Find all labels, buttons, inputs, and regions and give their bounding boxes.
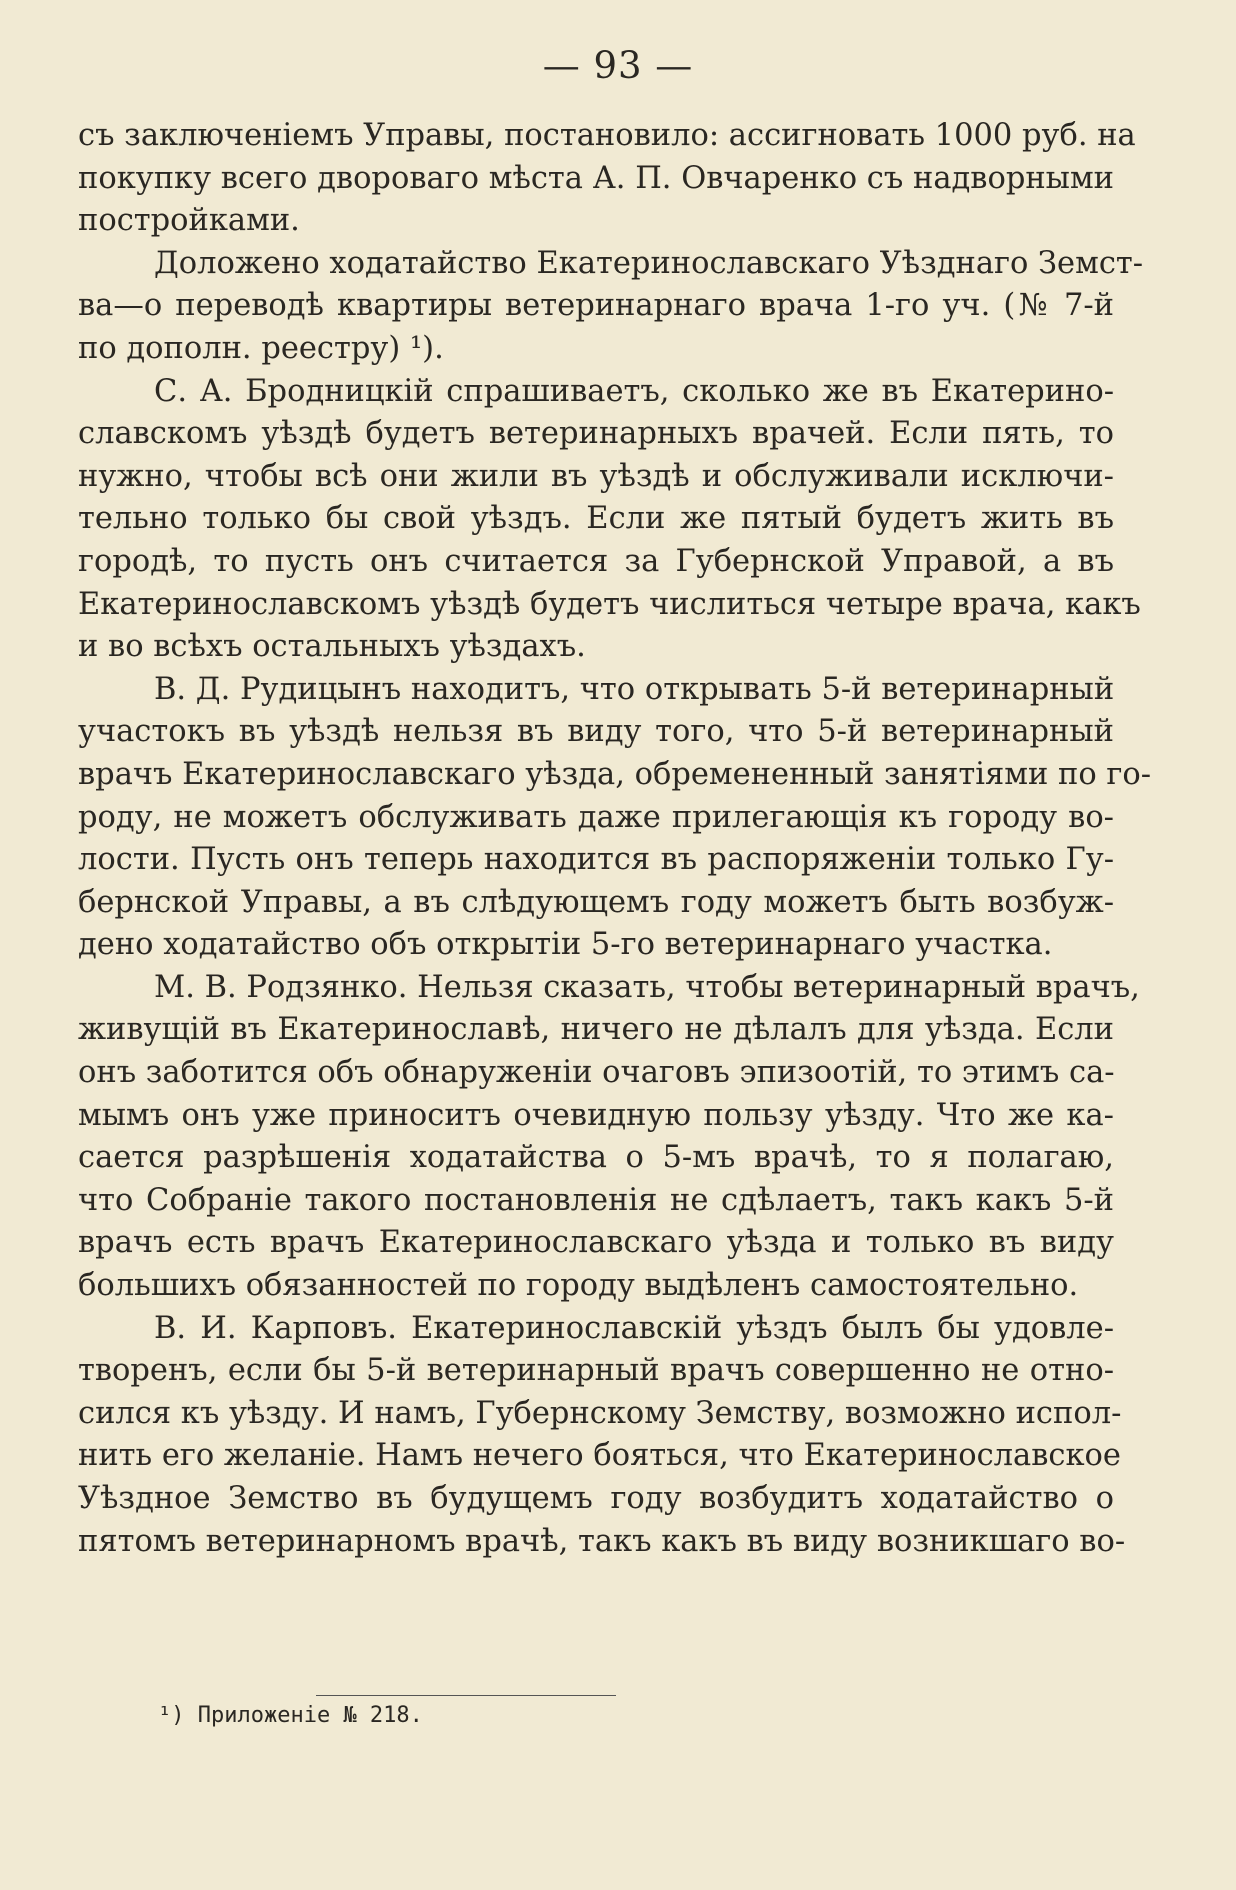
text-line: Доложено ходатайство Екатеринославскаго Уѣзднаго Земст- (154, 245, 1144, 281)
text-line: нужно, чтобы всѣ они жили въ уѣздѣ и обслуживали исключи- (78, 458, 1114, 494)
footnote: ¹) Приложеніе № 218. (158, 1703, 423, 1728)
footnote-divider (316, 1695, 616, 1696)
text-line: участокъ въ уѣздѣ нельзя въ виду того, что 5-й ветеринарный (78, 714, 1114, 750)
text-line: покупку всего двороваго мѣста А. П. Овчаренко съ надворными (78, 160, 1114, 196)
text-line: С. А. Бродницкій спрашиваетъ, сколько же въ Екатерино- (154, 373, 1114, 409)
text-line: бернской Управы, а въ слѣдующемъ году можетъ быть возбуж- (78, 884, 1114, 920)
text-line: роду, не можетъ обслуживать даже прилегающія къ городу во- (78, 799, 1114, 835)
text-line: большихъ обязанностей по городу выдѣленъ самостоятельно. (78, 1268, 1079, 1304)
text-line: мымъ онъ уже приноситъ очевидную пользу уѣзду. Что же ка- (78, 1097, 1114, 1133)
text-line: Екатеринославскомъ уѣздѣ будетъ числиться четыре врача, какъ (78, 586, 1141, 622)
text-line: и во всѣхъ остальныхъ уѣздахъ. (78, 629, 586, 665)
text-line: ва—о переводѣ квартиры ветеринарнаго врача 1-го уч. (№ 7-й (78, 288, 1114, 324)
text-line: Уѣздное Земство въ будущемъ году возбудитъ ходатайство о (78, 1481, 1114, 1516)
text-line: врачъ Екатеринославскаго уѣзда, обремененный занятіями по го- (78, 756, 1152, 792)
text-line: тельно только бы свой уѣздъ. Если же пятый будетъ жить въ (78, 501, 1114, 537)
text-line: городѣ, то пусть онъ считается за Губернской Управой, а въ (78, 543, 1114, 579)
page-number: — 93 — (542, 44, 694, 87)
text-line: сился къ уѣзду. И намъ, Губернскому Земству, возможно испол- (78, 1395, 1122, 1431)
body-text (78, 115, 1152, 1563)
text-line: лости. Пусть онъ теперь находится въ распоряженіи только Гу- (78, 842, 1114, 878)
text-line: врачъ есть врачъ Екатеринославскаго уѣзда и только въ виду (78, 1225, 1114, 1261)
text-line: живущій въ Екатеринославѣ, ничего не дѣлалъ для уѣзда. Если (78, 1012, 1114, 1048)
text-line: съ заключеніемъ Управы, постановило: ассигновать 1000 руб. на (78, 118, 1136, 153)
text-line: творенъ, если бы 5-й ветеринарный врачъ совершенно не отно- (78, 1353, 1114, 1389)
text-line: сается разрѣшенія ходатайства о 5-мъ врачѣ, то я полагаю, (78, 1140, 1114, 1176)
text-line: В. И. Карповъ. Екатеринославскій уѣздъ былъ бы удовле- (154, 1310, 1114, 1346)
text-line: онъ заботится объ обнаруженіи очаговъ эпизоотій, то этимъ са- (78, 1055, 1115, 1091)
text-line: славскомъ уѣздѣ будетъ ветеринарныхъ врачей. Если пять, то (78, 416, 1114, 452)
text-line: постройками. (78, 203, 300, 239)
text-line: В. Д. Рудицынъ находитъ, что открывать 5-й ветеринарный (154, 671, 1115, 707)
text-line: нить его желаніе. Намъ нечего бояться, что Екатеринославское (78, 1438, 1121, 1474)
text-line: по дополн. реестру) ¹). (78, 330, 444, 366)
text-line: дено ходатайство объ открытіи 5-го ветеринарнаго участка. (78, 927, 1053, 963)
text-line: пятомъ ветеринарномъ врачѣ, такъ какъ въ виду возникшаго во- (78, 1523, 1126, 1559)
text-line: М. В. Родзянко. Нельзя сказать, чтобы ветеринарный врачъ, (154, 969, 1140, 1005)
text-line: что Собраніе такого постановленія не сдѣлаетъ, такъ какъ 5-й (78, 1182, 1114, 1218)
